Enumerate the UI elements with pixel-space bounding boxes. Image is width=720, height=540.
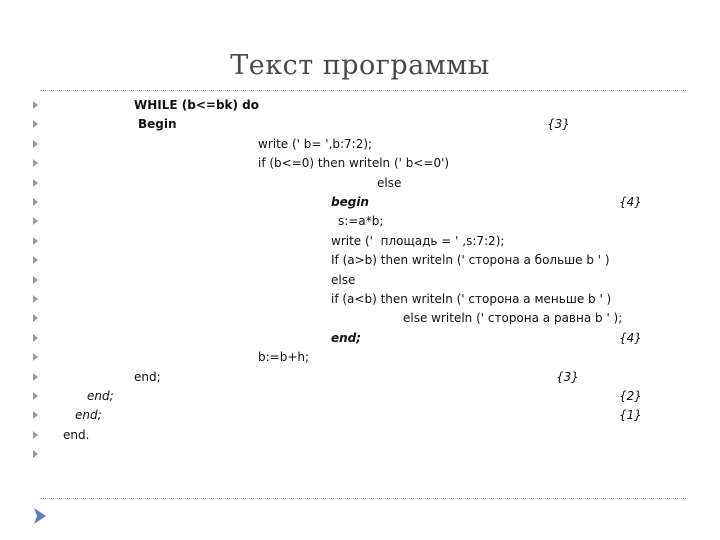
code-line: else writeln (' сторона а равна b ' ); — [403, 311, 623, 326]
code-comment: {2} — [619, 389, 642, 403]
code-line: begin — [331, 195, 369, 209]
code-line: end; — [75, 408, 102, 423]
bullet-icon — [33, 295, 38, 303]
bullet-icon — [33, 198, 38, 206]
code-comment: {1} — [619, 408, 642, 423]
bullet-icon — [33, 314, 38, 322]
bullet-icon — [33, 450, 38, 458]
top-divider — [40, 90, 686, 91]
code-line: s:=a*b; — [338, 214, 384, 229]
bullet-icon — [33, 120, 38, 128]
slide-title: Текст программы — [230, 50, 490, 81]
bullet-icon — [33, 276, 38, 284]
bullet-icon — [33, 411, 38, 419]
bullet-icon — [33, 179, 38, 187]
code-comment: {3} — [556, 369, 579, 384]
code-line: Begin — [138, 117, 177, 132]
bullet-icon — [33, 101, 38, 109]
bullet-icon — [33, 373, 38, 381]
code-line: end. — [63, 427, 90, 442]
bottom-divider — [40, 498, 686, 499]
bullet-icon — [33, 392, 38, 400]
code-line: If (a>b) then writeln (' сторона а больше b ' ) — [331, 253, 610, 268]
slide-nav-arrow-icon[interactable] — [32, 507, 48, 525]
code-comment: {4} — [619, 330, 642, 345]
code-line: else — [331, 272, 356, 287]
code-line: end; — [331, 330, 362, 345]
code-line: WHILE (b<=bk) do — [134, 98, 260, 112]
code-line: end; — [134, 369, 161, 384]
bullet-icon — [33, 140, 38, 148]
code-line: else — [377, 175, 402, 190]
bullet-icon — [33, 159, 38, 167]
bullet-icon — [33, 353, 38, 361]
code-comment: {3} — [547, 117, 570, 132]
code-line: write (' b= ',b:7:2); — [258, 136, 373, 151]
bullet-icon — [33, 237, 38, 245]
bullet-icon — [33, 334, 38, 342]
bullet-icon — [33, 431, 38, 439]
code-line: b:=b+h; — [258, 350, 310, 365]
bullet-icon — [33, 256, 38, 264]
code-line: end; — [87, 389, 114, 403]
code-line: write (' площадь = ' ,s:7:2); — [331, 233, 505, 248]
bullet-icon — [33, 217, 38, 225]
code-line: if (b<=0) then writeln (' b<=0') — [258, 156, 450, 171]
code-comment: {4} — [619, 195, 642, 209]
code-line: if (a<b) then writeln (' сторона а меньше b ' ) — [331, 292, 612, 306]
